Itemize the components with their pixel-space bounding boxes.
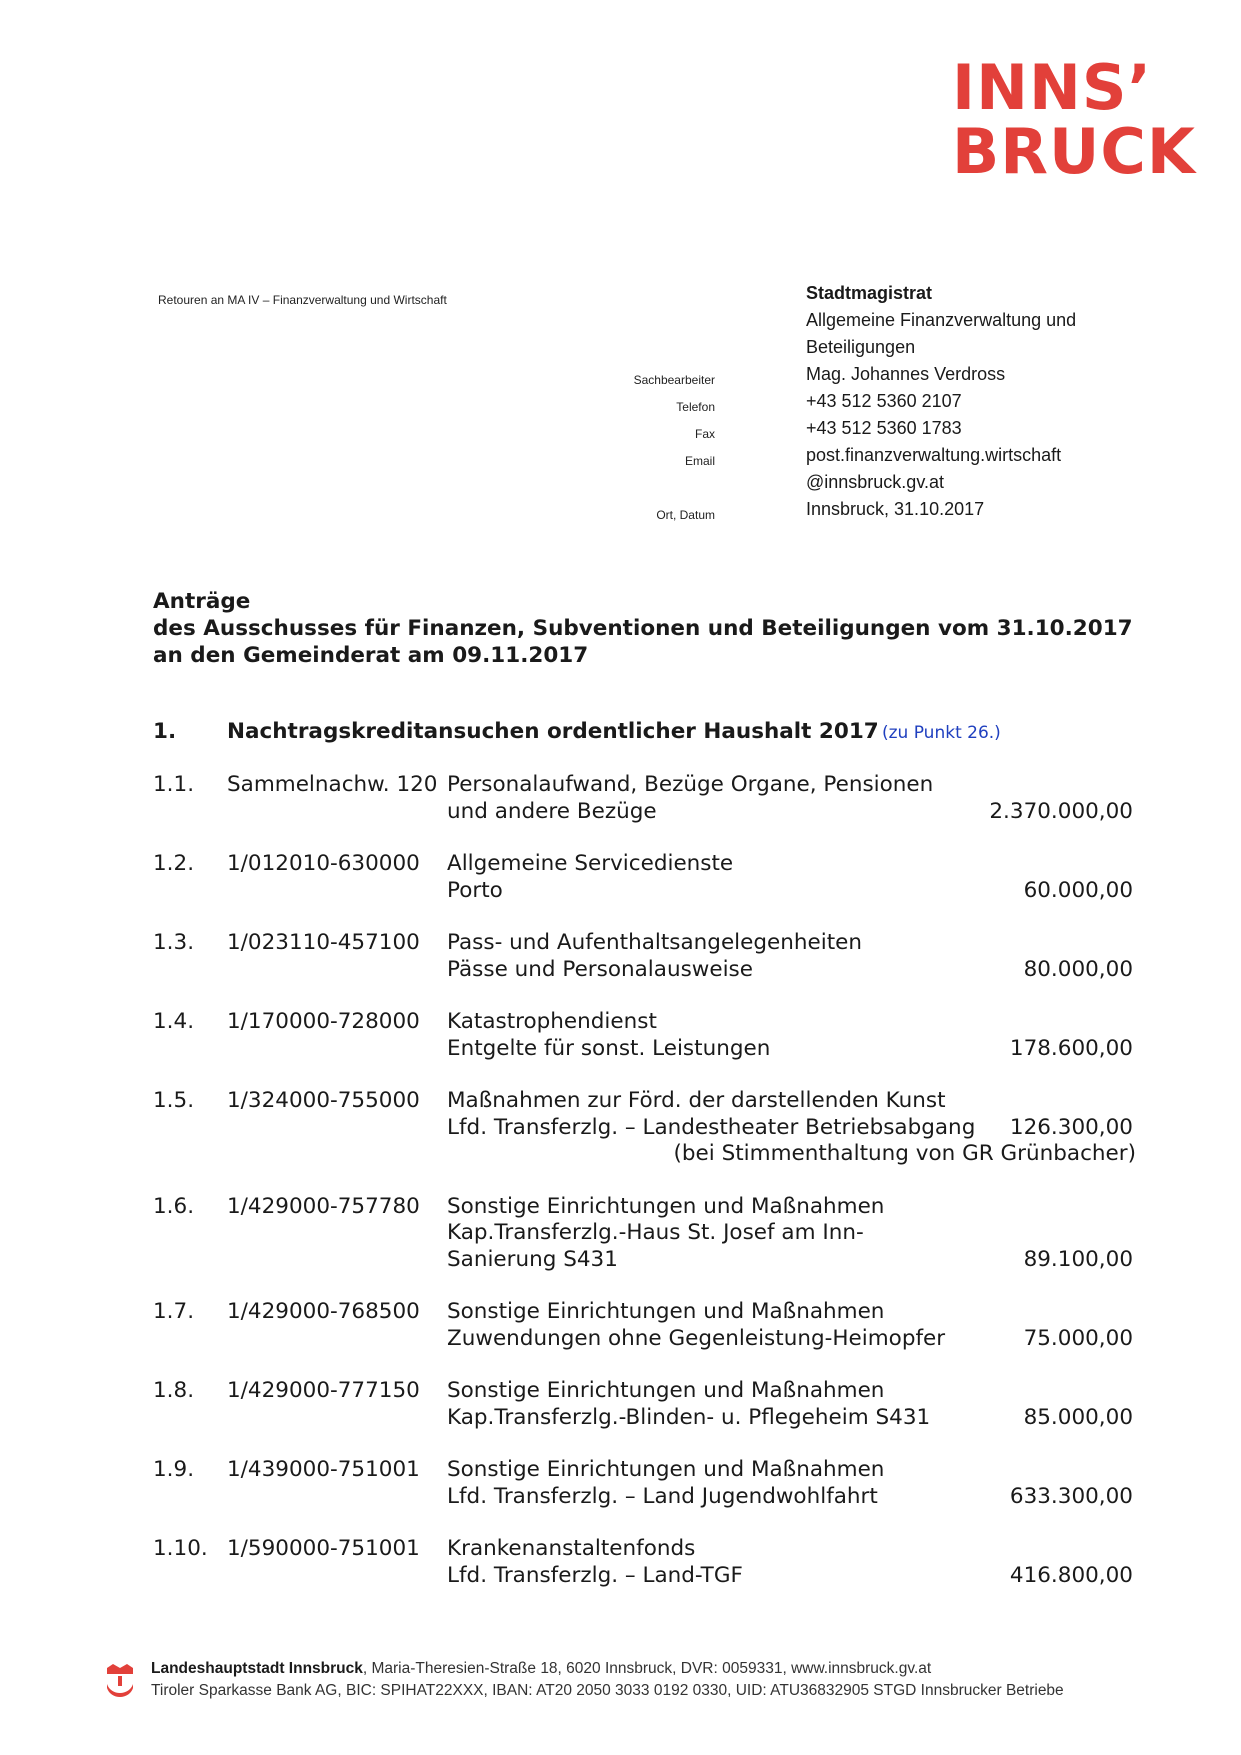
city-emblem-icon <box>105 1662 135 1702</box>
heading-line-2: des Ausschusses für Finanzen, Subventionen und Beteiligungen vom 31.10.2017 <box>153 616 1133 641</box>
item-description-line: Personalaufwand, Bezüge Organe, Pensionen <box>447 772 934 797</box>
sender-field-value: post.finanzverwaltung.wirtschaft <box>806 445 1062 465</box>
heading-line-1: Anträge <box>153 589 251 614</box>
item-account: 1/429000-777150 <box>227 1378 420 1403</box>
item-description-line: Zuwendungen ohne Gegenleistung-Heimopfer <box>447 1325 946 1351</box>
heading-line-3: an den Gemeinderat am 09.11.2017 <box>153 643 589 668</box>
item-number: 1.2. <box>153 851 195 876</box>
item-description-line: Katastrophendienst <box>447 1009 657 1034</box>
document-heading <box>153 588 1133 669</box>
item-number: 1.4. <box>153 1009 195 1034</box>
logo-line-1: INNS’ <box>952 51 1153 124</box>
item-description-line: Pass- und Aufenthaltsangelegenheiten <box>447 930 862 955</box>
item-description-line: Maßnahmen zur Förd. der darstellenden Kunst <box>447 1088 946 1113</box>
item-description-line: Lfd. Transferzlg. – Landestheater Betriebsabgang <box>447 1114 976 1140</box>
sender-field-value: Mag. Johannes Verdross <box>806 364 1006 384</box>
item-account: 1/429000-757780 <box>227 1193 420 1219</box>
section-title: Nachtragskreditansuchen ordentlicher Haushalt 2017 <box>227 719 879 744</box>
item-amount: 89.100,00 <box>1023 1246 1133 1272</box>
item-description <box>447 930 1007 983</box>
item-account: 1/439000-751001 <box>227 1457 420 1482</box>
item-description-line: Sonstige Einrichtungen und Maßnahmen <box>447 1299 885 1324</box>
sender-field-value: +43 512 5360 1783 <box>806 418 962 438</box>
item-description-line: Sonstige Einrichtungen und Maßnahmen <box>447 1457 885 1482</box>
item-account: 1/170000-728000 <box>227 1009 420 1034</box>
item-number: 1.7. <box>153 1299 195 1324</box>
item-description-line: Kap.Transferzlg.-Haus St. Josef am Inn- <box>447 1220 864 1245</box>
sender-field-value: Innsbruck, 31.10.2017 <box>806 499 985 519</box>
item-description-line: Sonstige Einrichtungen und Maßnahmen <box>447 1193 885 1219</box>
item-amount: 60.000,00 <box>1023 877 1133 903</box>
section-note: (zu Punkt 26.) <box>882 723 1001 743</box>
item-amount: 85.000,00 <box>1023 1404 1133 1430</box>
item-remark: (bei Stimmenthaltung von GR Grünbacher) <box>673 1141 1136 1166</box>
item-amount: 126.300,00 <box>1009 1114 1133 1140</box>
sender-field-value: @innsbruck.gv.at <box>806 472 944 492</box>
item-description <box>447 1536 1007 1589</box>
item-description-line: und andere Bezüge <box>447 798 657 824</box>
item-account: 1/023110-457100 <box>227 930 420 955</box>
item-description <box>447 851 1007 904</box>
item-amount: 416.800,00 <box>1009 1562 1133 1588</box>
item-number: 1.5. <box>153 1088 195 1113</box>
item-description <box>447 1457 1007 1510</box>
footer-org-name: Landeshauptstadt Innsbruck <box>151 1660 363 1677</box>
return-address: Retouren an MA IV – Finanzverwaltung und Wirtschaft <box>158 293 447 307</box>
item-description-line: Lfd. Transferzlg. – Land-TGF <box>447 1562 743 1588</box>
item-number: 1.3. <box>153 930 195 955</box>
item-description <box>447 772 1007 825</box>
sender-dept-line-2: Beteiligungen <box>806 337 916 357</box>
item-description-line: Allgemeine Servicedienste <box>447 851 734 876</box>
sender-field-label: Sachbearbeiter <box>633 373 715 387</box>
item-amount: 2.370.000,00 <box>989 798 1133 824</box>
item-description-line: Sonstige Einrichtungen und Maßnahmen <box>447 1378 885 1403</box>
item-description-line: Sanierung S431 <box>447 1246 618 1272</box>
item-amount: 80.000,00 <box>1023 956 1133 982</box>
sender-field-label: Fax <box>694 427 715 441</box>
item-description-line: Porto <box>447 877 503 903</box>
sender-field-label: Ort, Datum <box>656 508 715 522</box>
sender-dept-line-1: Allgemeine Finanzverwaltung und <box>806 310 1077 330</box>
item-account: 1/590000-751001 <box>227 1536 420 1561</box>
item-description-line: Entgelte für sonst. Leistungen <box>447 1035 771 1061</box>
sender-org: Stadtmagistrat <box>806 283 933 303</box>
sender-field-value: +43 512 5360 2107 <box>806 391 962 411</box>
section-number: 1. <box>153 719 177 744</box>
item-number: 1.6. <box>153 1193 195 1219</box>
item-description-line: Kap.Transferzlg.-Blinden- u. Pflegeheim S431 <box>447 1404 931 1430</box>
item-amount: 633.300,00 <box>1009 1483 1133 1509</box>
item-number: 1.10. <box>153 1536 208 1561</box>
item-description <box>447 1088 1007 1141</box>
item-account: 1/324000-755000 <box>227 1088 420 1113</box>
item-number: 1.8. <box>153 1378 195 1403</box>
innsbruck-logo <box>952 51 1196 188</box>
item-description <box>447 1378 1007 1431</box>
sender-field-label: Telefon <box>676 400 715 414</box>
item-account: 1/429000-768500 <box>227 1299 420 1324</box>
sender-field-label: Email <box>684 454 715 468</box>
item-description-line: Lfd. Transferzlg. – Land Jugendwohlfahrt <box>447 1483 878 1509</box>
item-account: Sammelnachw. 120 <box>227 772 438 797</box>
item-description-line: Krankenanstaltenfonds <box>447 1536 696 1561</box>
item-number: 1.9. <box>153 1457 195 1482</box>
item-number: 1.1. <box>153 772 195 797</box>
footer-line-1 <box>151 1660 931 1678</box>
item-account: 1/012010-630000 <box>227 851 420 876</box>
item-description <box>447 1009 1007 1062</box>
item-description <box>447 1194 1007 1274</box>
item-description <box>447 1299 1007 1352</box>
item-description-line: Pässe und Personalausweise <box>447 956 753 982</box>
sender-block <box>620 283 1120 526</box>
item-amount: 75.000,00 <box>1023 1325 1133 1351</box>
logo-line-2: BRUCK <box>952 115 1196 188</box>
item-amount: 178.600,00 <box>1009 1035 1133 1061</box>
footer-line-2: Tiroler Sparkasse Bank AG, BIC: SPIHAT22XXX, IBAN: AT20 2050 3033 0192 0330, UID: ATU36832905 STGD Innsbrucker Betriebe <box>151 1682 1064 1699</box>
footer-address: , Maria-Theresien-Straße 18, 6020 Innsbruck, DVR: 0059331, www.innsbruck.gv.at <box>362 1660 932 1677</box>
